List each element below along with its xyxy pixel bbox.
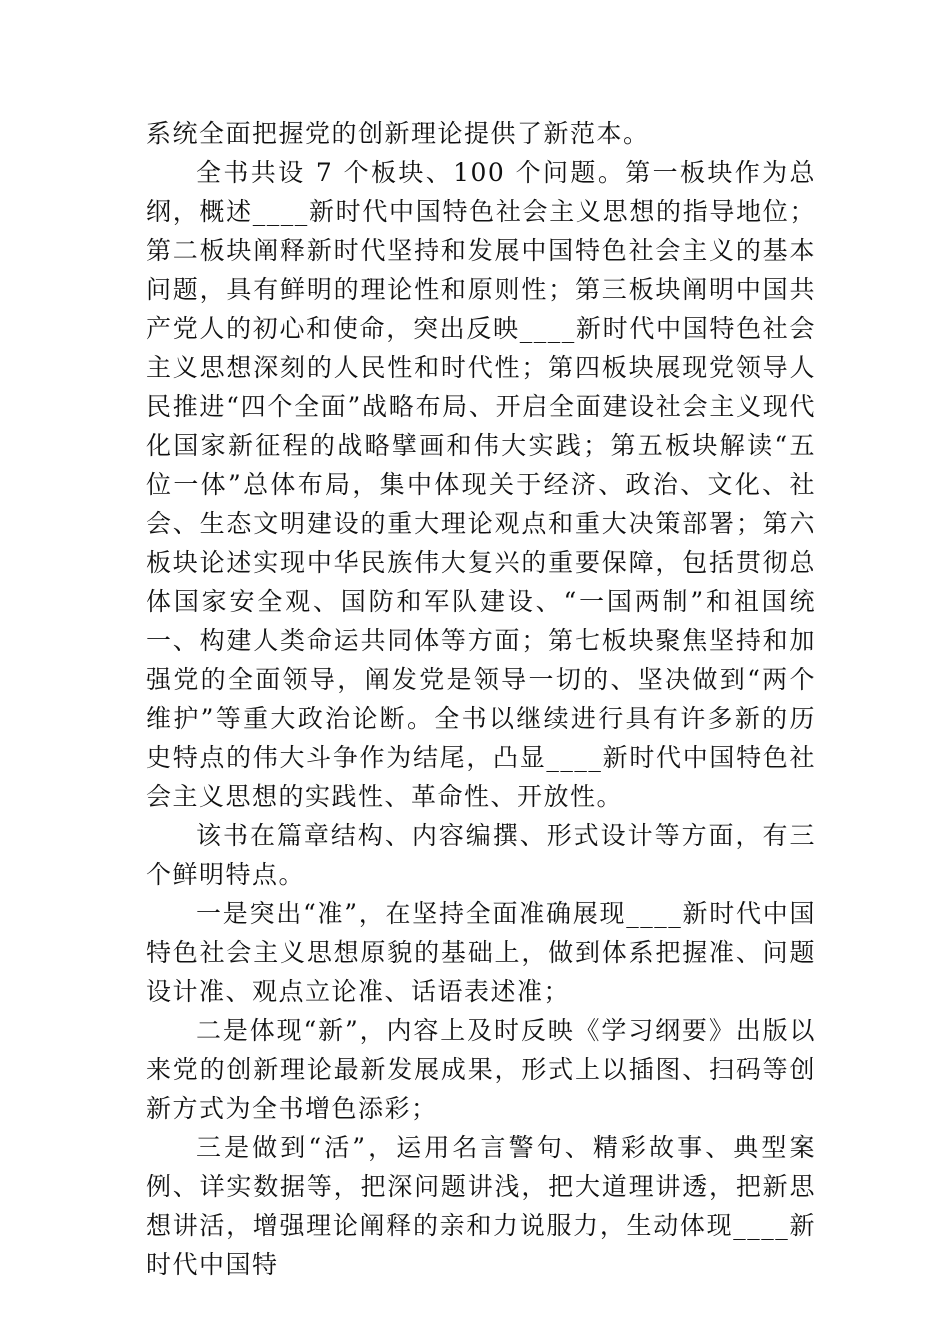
paragraph-feature-accurate: 一是突出“准”，在坚持全面准确展现____新时代中国特色社会主义思想原貌的基础上，做到体系把握准、问题设计准、观点立论准、话语表述准； xyxy=(146,899,816,1006)
paragraph-feature-new: 二是体现“新”，内容上及时反映《学习纲要》出版以来党的创新理论最新发展成果，形式上以插图、扫码等创新方式为全书增色添彩； xyxy=(146,1016,816,1123)
paragraph-continuation: 系统全面把握党的创新理论提供了新范本。 xyxy=(146,119,650,148)
paragraph-feature-lively: 三是做到“活”，运用名言警句、精彩故事、典型案例、详实数据等，把深问题讲浅，把大道理讲透，把新思想讲活，增强理论阐释的亲和力说服力，生动体现____新时代中国特 xyxy=(146,1133,816,1279)
document-body xyxy=(146,114,816,1284)
paragraph-features-intro: 该书在篇章结构、内容编撰、形式设计等方面，有三个鲜明特点。 xyxy=(146,821,816,889)
paragraph-book-structure: 全书共设 7 个板块、100 个问题。第一板块作为总纲，概述____新时代中国特色社会主义思想的指导地位；第二板块阐释新时代坚持和发展中国特色社会主义的基本问题，具有鲜明的理论性和原则性；第三板块阐明中国共产党人的初心和使命，突出反映____新时代中国特色社会主义思想深刻的人民性和时代性；第四板块展现党领导人民推进“四个全面”战略布局、开启全面建设社会主义现代化国家新征程的战略擘画和伟大实践；第五板块解读“五位一体”总体布局，集中体现关于经济、政治、文化、社会、生态文明建设的重大理论观点和重大决策部署；第六板块论述实现中华民族伟大复兴的重要保障，包括贯彻总体国家安全观、国防和军队建设、“一国两制”和祖国统一、构建人类命运共同体等方面；第七板块聚焦坚持和加强党的全面领导，阐发党是领导一切的、坚决做到“两个维护”等重大政治论断。全书以继续进行具有许多新的历史特点的伟大斗争作为结尾，凸显____新时代中国特色社会主义思想的实践性、革命性、开放性。 xyxy=(146,158,816,811)
